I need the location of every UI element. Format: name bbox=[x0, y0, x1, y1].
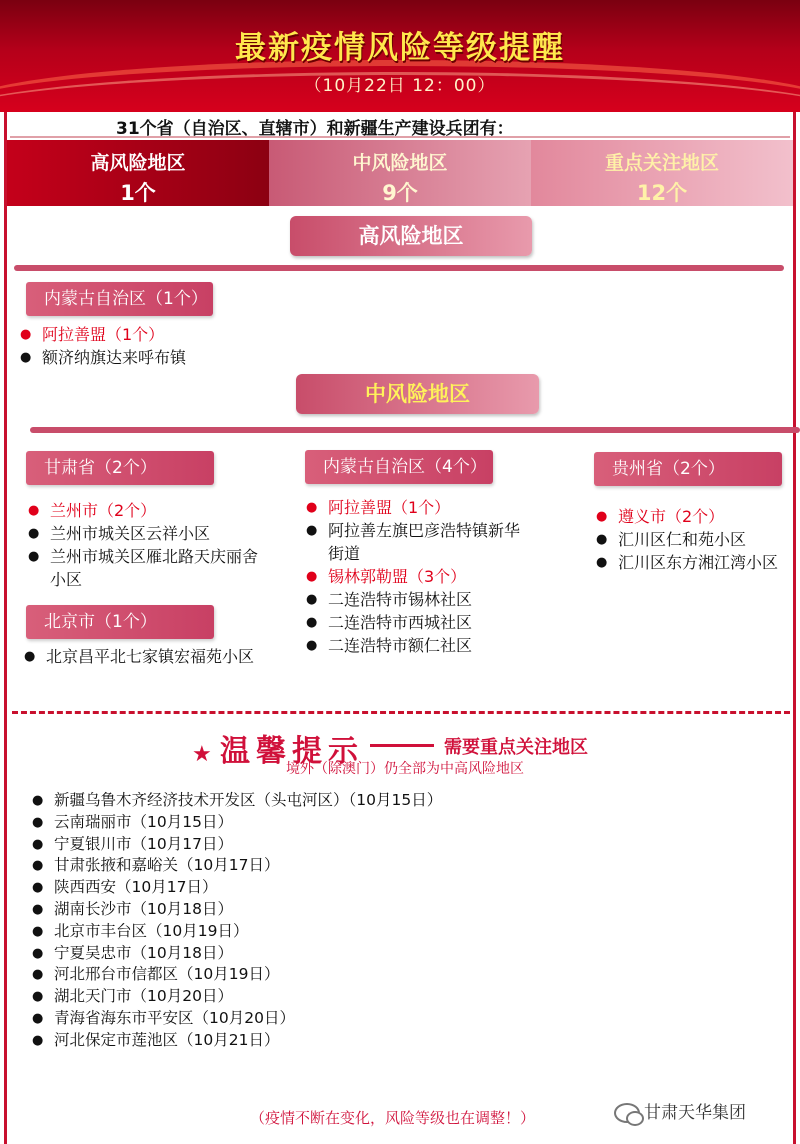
list-item: ● 北京市丰台区（10月19日） bbox=[32, 921, 592, 943]
list-item: ● 湖南长沙市（10月18日） bbox=[32, 899, 592, 921]
list-item: ● 额济纳旗达来呼布镇 bbox=[20, 346, 320, 369]
focus-area-list bbox=[32, 790, 592, 1052]
list-item: ● 阿拉善左旗巴彦浩特镇新华街道 bbox=[306, 519, 520, 565]
summary-count: 9个 bbox=[382, 181, 418, 205]
star-icon: ★ bbox=[192, 742, 212, 767]
list-item: ● 兰州市（2个） bbox=[28, 499, 258, 522]
subheading-text: 31个省（自治区、直辖市）和新疆生产建设兵团有： bbox=[116, 119, 514, 139]
tips-subnote: 境外（除澳门）仍全部为中高风险地区 bbox=[286, 761, 524, 777]
high-risk-list bbox=[20, 323, 320, 369]
guizhou-list bbox=[596, 505, 790, 574]
list-item: ● 遵义市（2个） bbox=[596, 505, 790, 528]
summary-count: 1个 bbox=[120, 181, 156, 205]
list-item: ● 兰州市城关区云祥小区 bbox=[28, 522, 258, 545]
list-item: ● 宁夏吴忠市（10月18日） bbox=[32, 943, 592, 965]
summary-high-risk bbox=[7, 140, 269, 206]
province-tag-neimenggu-medium: 内蒙古自治区（4个） bbox=[305, 450, 493, 484]
footer-note: （疫情不断在变化，风险等级也在调整！） bbox=[250, 1109, 536, 1127]
province-tag-beijing: 北京市（1个） bbox=[26, 605, 214, 639]
update-timestamp: （10月22日 12：00） bbox=[304, 76, 496, 96]
list-item: ● 阿拉善盟（1个） bbox=[20, 323, 320, 346]
list-item: ● 兰州市城关区雁北路天庆丽舍小区 bbox=[28, 545, 258, 591]
list-item: ● 新疆乌鲁木齐经济技术开发区（头屯河区）（10月15日） bbox=[32, 790, 592, 812]
page-title: 最新疫情风险等级提醒 bbox=[235, 30, 565, 66]
tips-note: 需要重点关注地区 bbox=[444, 737, 588, 758]
summary-label: 重点关注地区 bbox=[604, 152, 719, 174]
summary-focus-areas bbox=[531, 140, 793, 206]
dashed-divider bbox=[12, 711, 790, 714]
brand-watermark bbox=[614, 1098, 746, 1123]
beijing-list bbox=[24, 645, 264, 668]
list-item: ● 宁夏银川市（10月17日） bbox=[32, 834, 592, 856]
subheading-bar bbox=[10, 112, 790, 138]
header-banner bbox=[0, 0, 800, 112]
wechat-icon bbox=[614, 1103, 640, 1123]
list-item: ● 北京昌平北七家镇宏福苑小区 bbox=[24, 645, 264, 668]
list-item: ● 河北保定市莲池区（10月21日） bbox=[32, 1030, 592, 1052]
section-title-medium-risk: 中风险地区 bbox=[296, 374, 539, 414]
list-item: ● 甘肃张掖和嘉峪关（10月17日） bbox=[32, 855, 592, 877]
section-title-high-risk: 高风险地区 bbox=[290, 216, 532, 256]
summary-label: 高风险地区 bbox=[90, 152, 186, 174]
section-divider bbox=[30, 427, 800, 433]
neimenggu-list bbox=[306, 496, 520, 657]
list-item: ● 青海省海东市平安区（10月20日） bbox=[32, 1008, 592, 1030]
tips-title: 温馨提示 bbox=[220, 734, 364, 769]
list-item: ● 河北邢台市信都区（10月19日） bbox=[32, 964, 592, 986]
risk-summary bbox=[7, 140, 793, 206]
gansu-list bbox=[28, 499, 258, 591]
list-item: ● 云南瑞丽市（10月15日） bbox=[32, 812, 592, 834]
tips-dash bbox=[370, 744, 434, 747]
list-item: ● 汇川区仁和苑小区 bbox=[596, 528, 790, 551]
summary-medium-risk bbox=[269, 140, 531, 206]
list-item: ● 二连浩特市锡林社区 bbox=[306, 588, 520, 611]
summary-count: 12个 bbox=[636, 181, 688, 205]
province-tag-gansu: 甘肃省（2个） bbox=[26, 451, 214, 485]
list-item: ● 锡林郭勒盟（3个） bbox=[306, 565, 520, 588]
list-item: ● 阿拉善盟（1个） bbox=[306, 496, 520, 519]
section-divider bbox=[14, 265, 784, 271]
brand-name: 甘肃天华集团 bbox=[644, 1103, 746, 1123]
list-item: ● 二连浩特市西城社区 bbox=[306, 611, 520, 634]
list-item: ● 汇川区东方湘江湾小区 bbox=[596, 551, 790, 574]
list-item: ● 湖北天门市（10月20日） bbox=[32, 986, 592, 1008]
list-item: ● 二连浩特市额仁社区 bbox=[306, 634, 520, 657]
province-tag-guizhou: 贵州省（2个） bbox=[594, 452, 782, 486]
summary-label: 中风险地区 bbox=[352, 152, 448, 174]
list-item: ● 陕西西安（10月17日） bbox=[32, 877, 592, 899]
province-tag-neimenggu: 内蒙古自治区（1个） bbox=[26, 282, 213, 316]
